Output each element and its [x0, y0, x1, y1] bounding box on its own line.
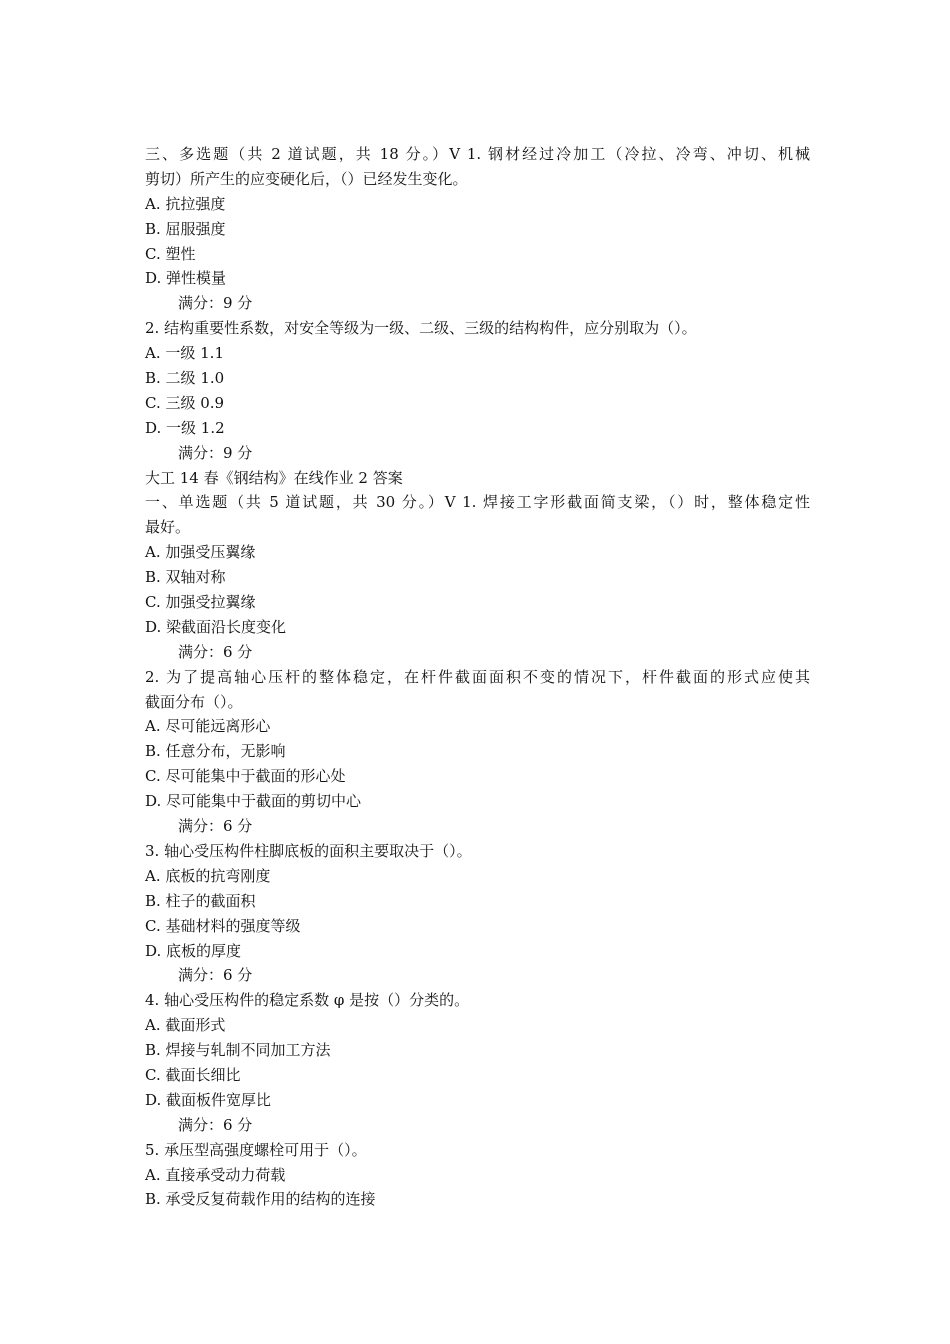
text-line: 大工 14 春《钢结构》在线作业 2 答案 [145, 468, 403, 487]
answer-option: C. 三级 0.9 [145, 393, 225, 412]
answer-option: C. 尽可能集中于截面的形心处 [145, 767, 346, 786]
answer-option: D. 截面板件宽厚比 [145, 1090, 272, 1109]
text-line: 剪切）所产生的应变硬化后，（）已经发生变化。 [145, 169, 468, 188]
text-line: 截面分布（）。 [145, 692, 243, 711]
score-line: 满分：9 分 [178, 294, 253, 313]
text-line: 最好。 [145, 518, 191, 537]
text-line: 4. 轴心受压构件的稳定系数 φ 是按（）分类的。 [145, 991, 470, 1010]
answer-option: B. 屈服强度 [145, 219, 226, 238]
answer-option: D. 一级 1.2 [145, 418, 225, 437]
answer-option: C. 加强受拉翼缘 [145, 593, 256, 612]
answer-option: A. 截面形式 [145, 1016, 226, 1035]
answer-option: A. 尽可能远离形心 [145, 717, 271, 736]
answer-option: A. 抗拉强度 [145, 194, 226, 213]
answer-option: A. 一级 1.1 [145, 344, 224, 363]
answer-option: B. 任意分布，无影响 [145, 742, 286, 761]
answer-option: D. 梁截面沿长度变化 [145, 617, 287, 636]
answer-option: A. 加强受压翼缘 [145, 543, 256, 562]
text-line: 2. 结构重要性系数，对安全等级为一级、二级、三级的结构构件，应分别取为（）。 [145, 319, 697, 338]
answer-option: C. 截面长细比 [145, 1065, 241, 1084]
answer-option: B. 承受反复荷载作用的结构的连接 [145, 1190, 376, 1209]
text-line: 一、单选题（共 5 道试题，共 30 分。）V 1. 焊接工字形截面简支梁，（）时，整体稳定性 [145, 493, 810, 512]
score-line: 满分：6 分 [178, 642, 253, 661]
answer-option: B. 柱子的截面积 [145, 891, 256, 910]
answer-option: A. 直接承受动力荷载 [145, 1165, 286, 1184]
score-line: 满分：6 分 [178, 1115, 253, 1134]
answer-option: D. 底板的厚度 [145, 941, 242, 960]
text-line: 5. 承压型高强度螺栓可用于（）。 [145, 1140, 367, 1159]
text-line: 三、多选题（共 2 道试题，共 18 分。）V 1. 钢材经过冷加工（冷拉、冷弯、冲切、机械 [145, 145, 810, 163]
document-body [145, 142, 810, 1212]
answer-option: B. 焊接与轧制不同加工方法 [145, 1041, 331, 1060]
answer-option: C. 基础材料的强度等级 [145, 916, 301, 935]
text-line: 3. 轴心受压构件柱脚底板的面积主要取决于（）。 [145, 841, 472, 860]
answer-option: B. 双轴对称 [145, 568, 226, 587]
score-line: 满分：6 分 [178, 817, 253, 836]
answer-option: C. 塑性 [145, 244, 196, 263]
answer-option: D. 弹性模量 [145, 269, 227, 288]
text-line: 2. 为了提高轴心压杆的整体稳定，在杆件截面面积不变的情况下，杆件截面的形式应使其 [145, 667, 810, 686]
answer-option: B. 二级 1.0 [145, 369, 225, 388]
score-line: 满分：6 分 [178, 966, 253, 985]
score-line: 满分：9 分 [178, 443, 253, 462]
answer-option: D. 尽可能集中于截面的剪切中心 [145, 792, 362, 811]
answer-option: A. 底板的抗弯刚度 [145, 866, 271, 885]
